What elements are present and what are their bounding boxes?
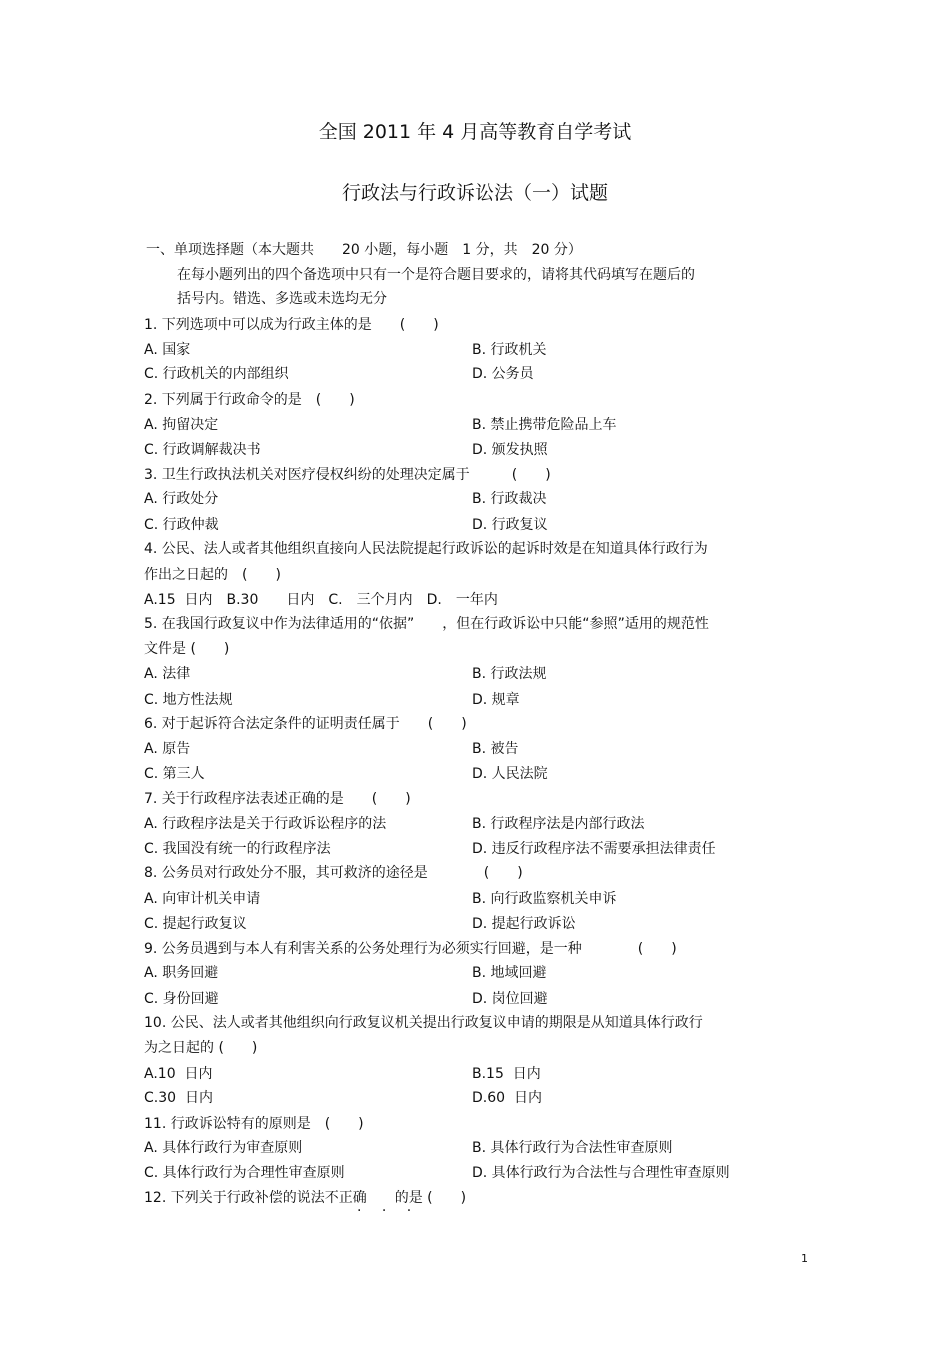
option-a: A. 法律 (144, 666, 191, 682)
option-c: C. 具体行政行为合理性审查原则 (144, 1165, 345, 1181)
option-d: D. 具体行政行为合法性与合理性审查原则 (472, 1165, 730, 1181)
question-stem: 9. 公务员遇到与本人有利害关系的公务处理行为必须实行回避，是一种 ( ) (144, 941, 677, 957)
option-a: A.10 日内 (144, 1066, 213, 1082)
option-d: D. 违反行政程序法不需要承担法律责任 (472, 841, 716, 857)
question-stem-cont: 为之日起的 ( ) (144, 1040, 258, 1056)
option-d: D. 岗位回避 (472, 991, 548, 1007)
question-stem: 2. 下列属于行政命令的是 ( ) (144, 392, 355, 408)
question-stem: 4. 公民、法人或者其他组织直接向人民法院提起行政诉讼的起诉时效是在知道具体行政行为 (144, 541, 708, 557)
option-b: B. 地域回避 (472, 965, 547, 981)
option-b: B. 行政机关 (472, 342, 547, 358)
option-b: B. 行政程序法是内部行政法 (472, 816, 645, 832)
option-b: B. 行政裁决 (472, 491, 547, 507)
option-c: C. 行政仲裁 (144, 517, 219, 533)
question-stem: 8. 公务员对行政处分不服，其可救济的途径是 ( ) (144, 865, 523, 881)
options-inline: A.15 日内 B.30 日内 C. 三个月内 D. 一年内 (144, 592, 498, 608)
subject-title: 行政法与行政诉讼法（一）试题 (341, 182, 608, 204)
page-number: 1 (801, 1252, 808, 1265)
question-stem: 10. 公民、法人或者其他组织向行政复议机关提出行政复议申请的期限是从知道具体行政行 (144, 1015, 703, 1031)
question-stem: 12. 下列关于行政补偿的说法不正确 的是 ( ) (144, 1190, 467, 1206)
question-stem: 11. 行政诉讼特有的原则是 ( ) (144, 1116, 364, 1132)
question-stem-cont: 作出之日起的 ( ) (144, 567, 281, 583)
emphasis-dots: · · · (357, 1203, 420, 1219)
option-d: D. 规章 (472, 692, 520, 708)
option-a: A. 行政处分 (144, 491, 219, 507)
option-d: D.60 日内 (472, 1090, 542, 1106)
option-d: D. 人民法院 (472, 766, 548, 782)
section-heading: 一、单项选择题（本大题共 20 小题，每小题 1 分，共 20 分） (146, 242, 582, 258)
question-stem: 5. 在我国行政复议中作为法律适用的“依据” ，但在行政诉讼中只能“参照”适用的规范性 (144, 616, 709, 632)
option-b: B.15 日内 (472, 1066, 541, 1082)
option-c: C. 行政调解裁决书 (144, 442, 261, 458)
option-b: B. 禁止携带危险品上车 (472, 417, 617, 433)
exam-title: 全国 2011 年 4 月高等教育自学考试 (318, 121, 632, 143)
option-c: C.30 日内 (144, 1090, 213, 1106)
option-a: A. 行政程序法是关于行政诉讼程序的法 (144, 816, 387, 832)
option-a: A. 拘留决定 (144, 417, 219, 433)
option-d: D. 提起行政诉讼 (472, 916, 576, 932)
section-instructions: 在每小题列出的四个备选项中只有一个是符合题目要求的，请将其代码填写在题后的 (177, 267, 695, 283)
option-c: C. 我国没有统一的行政程序法 (144, 841, 331, 857)
option-a: A. 原告 (144, 741, 191, 757)
option-c: C. 行政机关的内部组织 (144, 366, 289, 382)
question-stem: 3. 卫生行政执法机关对医疗侵权纠纷的处理决定属于 ( ) (144, 467, 551, 483)
question-stem-cont: 文件是 ( ) (144, 641, 230, 657)
option-d: D. 公务员 (472, 366, 534, 382)
section-instructions-cont: 括号内。错选、多选或未选均无分 (177, 291, 387, 307)
option-c: C. 提起行政复议 (144, 916, 247, 932)
question-stem: 1. 下列选项中可以成为行政主体的是 ( ) (144, 317, 439, 333)
option-a: A. 具体行政行为审查原则 (144, 1140, 303, 1156)
option-c: C. 身份回避 (144, 991, 219, 1007)
option-c: C. 地方性法规 (144, 692, 233, 708)
option-a: A. 职务回避 (144, 965, 219, 981)
question-stem: 7. 关于行政程序法表述正确的是 ( ) (144, 791, 411, 807)
option-a: A. 国家 (144, 342, 191, 358)
option-d: D. 行政复议 (472, 517, 548, 533)
option-d: D. 颁发执照 (472, 442, 548, 458)
option-c: C. 第三人 (144, 766, 205, 782)
option-b: B. 行政法规 (472, 666, 547, 682)
option-b: B. 向行政监察机关申诉 (472, 891, 617, 907)
question-stem: 6. 对于起诉符合法定条件的证明责任属于 ( ) (144, 716, 467, 732)
option-a: A. 向审计机关申请 (144, 891, 261, 907)
option-b: B. 具体行政行为合法性审查原则 (472, 1140, 673, 1156)
option-b: B. 被告 (472, 741, 519, 757)
